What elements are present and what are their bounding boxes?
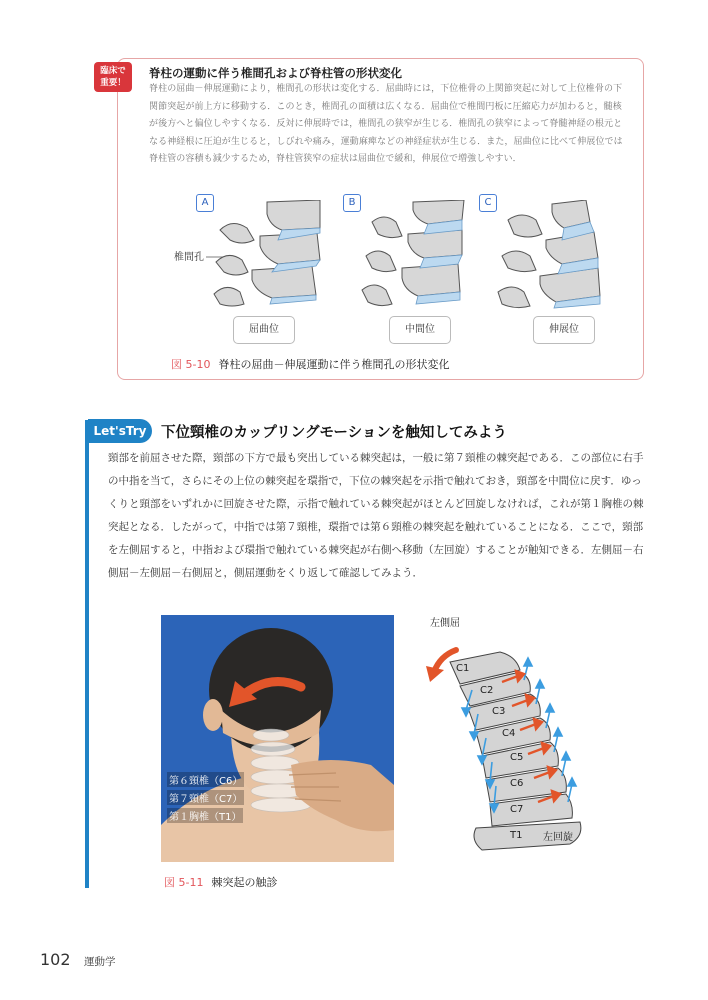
vertebra-t1: T1 [510,830,523,841]
photo-label-t1: 第１胸椎（T1） [167,808,243,823]
spine-extension-illustration [494,200,609,310]
panel-label-c: C [479,194,497,212]
try-accent-bar [85,420,89,888]
left-rotation-label: 左回旋 [543,832,573,843]
neck-photo-illustration [161,615,394,862]
figure-number: 図 5-10 [171,358,211,371]
chapter-name: 運動学 [84,956,116,968]
clinical-body: 脊柱の屈曲－伸展運動により，椎間孔の形状は変化する．屈曲時には，下位椎骨の上関節突起に対して上位椎骨の下関節突起が前上方に移動する．このとき，椎間孔の面積は広くなる．屈曲位で椎間円板に圧縮応力が加わると，髄核が後方へと偏位しやすくなる．反対に伸展時では，椎間孔の狭窄が生じる．椎間孔の狭窄によって脊髄神経の根元となる神経根に圧迫が生じると，しびれや痛み，運動麻痺などの神経症状が生じる．また，屈曲位に比べて伸展位では脊柱管の容積も減少するため，脊柱管狭窄の症状は屈曲位で緩和，伸展位で増強しやすい． [149,84,623,164]
clinical-badge: 臨床で 重要！ [94,62,132,92]
neck-palpation-photo [161,615,394,862]
try-title: 下位頸椎のカップリングモーションを触知してみよう [161,425,507,441]
photo-label-c6: 第６頸椎（C6） [167,772,244,787]
panel-label-b: B [343,194,361,212]
flexion-position-label: 屈曲位 [233,316,295,344]
figure-title: 脊柱の屈曲－伸展運動に伴う椎間孔の形状変化 [218,358,450,371]
vertebra-c7: C7 [510,804,524,815]
figure-title: 棘突起の触診 [211,876,278,889]
vertebra-c5: C5 [510,752,524,763]
panel-label-a: A [196,194,214,212]
left-lateral-flexion-label: 左側屈 [430,618,460,629]
photo-label-c7: 第７頸椎（C7） [167,790,244,805]
vertebra-c3: C3 [492,706,506,717]
clinical-title: 脊柱の運動に伴う椎間孔および脊柱管の形状変化 [149,66,402,80]
vertebra-c6: C6 [510,778,524,789]
vertebra-c1: C1 [456,663,470,674]
figure-5-11-caption [164,874,277,890]
spine-neutral-illustration [358,200,473,310]
vertebra-c4: C4 [502,728,516,739]
figure-5-10-caption [171,356,449,372]
lets-try-badge: Let'sTry [88,419,152,443]
foramen-label: 椎間孔 [174,252,204,263]
cervical-spine-diagram [420,626,590,860]
try-body: 頸部を前屈させた際，頸部の下方で最も突出している棘突起は，一般に第７頸椎の棘突起である．この部位に右手の中指を当て，さらにその上位の棘突起を環指で，下位の棘突起を示指で触れておき，頸部を中間位に戻す．ゆっくりと頸部をいずれかに回旋させた際，示指で触れている棘突起がほとんど回旋しなければ，これが第１胸椎の棘突起となる．したがって，中指では第７頸椎，環指では第６頸椎の棘突起を触れていることになる．ここで，頸部を左側屈すると，中指および環指で触れている棘突起が右側へ移動（左回旋）することが触知できる．左側屈－右側屈－左側屈－右側屈と，側屈運動をくり返して確認してみよう． [108,452,644,579]
neutral-position-label: 中間位 [389,316,451,344]
extension-position-label: 伸展位 [533,316,595,344]
vertebra-c2: C2 [480,685,494,696]
figure-number: 図 5-11 [164,876,204,889]
page-number: 102 [40,950,71,969]
spine-flexion-illustration [212,200,327,310]
